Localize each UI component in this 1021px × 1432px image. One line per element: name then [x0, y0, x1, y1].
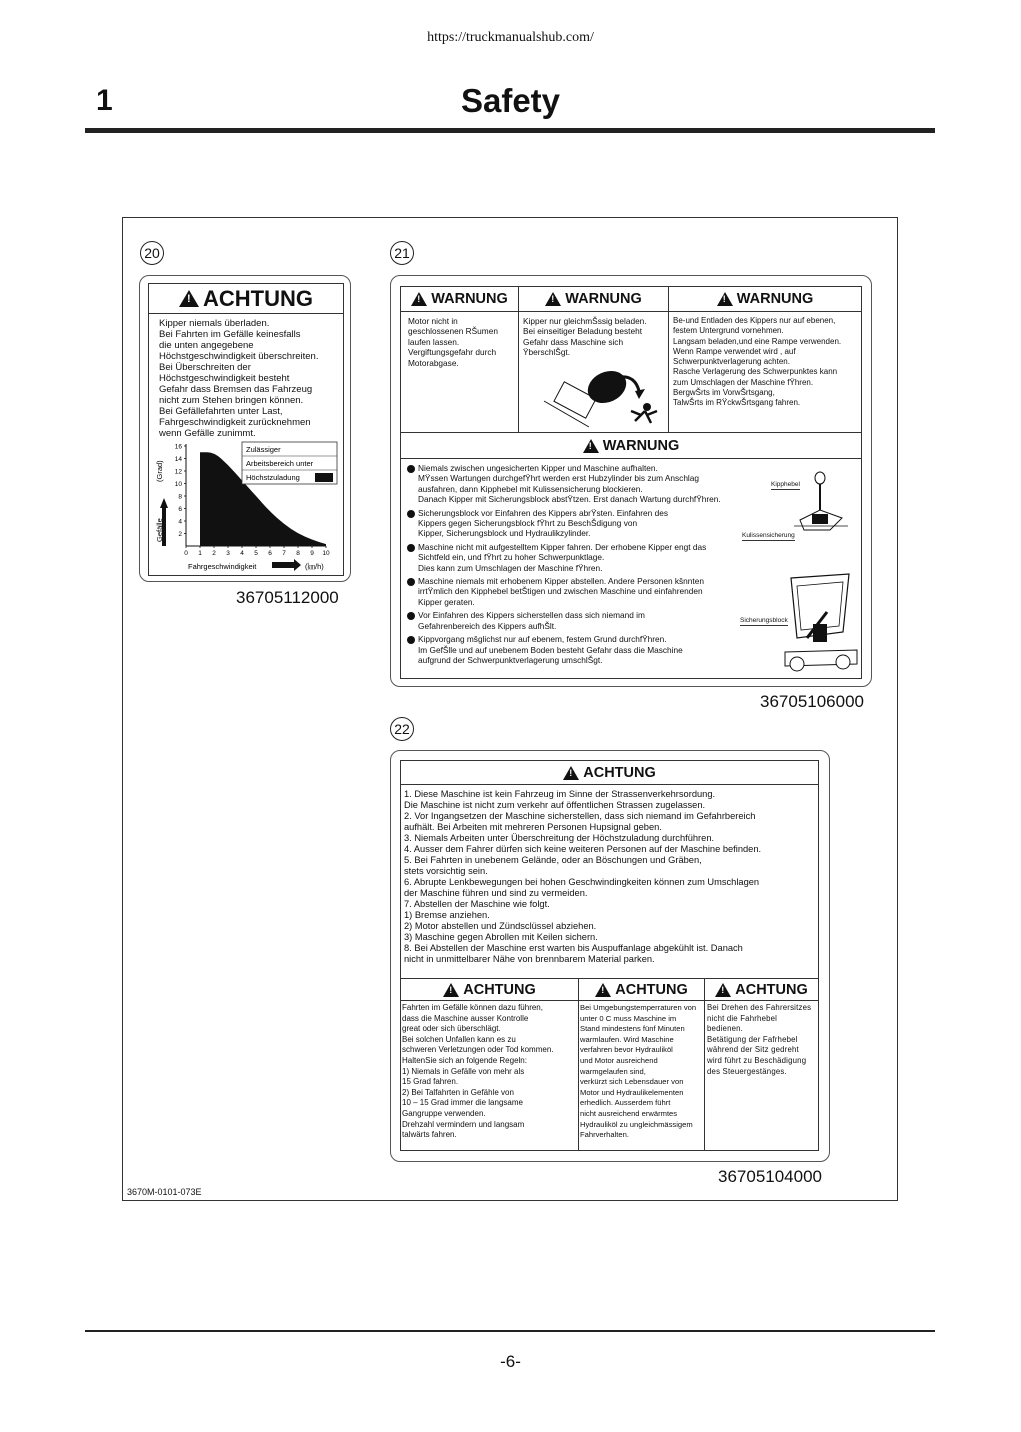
chart-y-tick: 2 — [178, 531, 182, 538]
label-21-col3-header: ! WARNUNG — [669, 287, 861, 312]
chart-legend-swatch — [315, 473, 333, 482]
chart-y-tick: 12 — [174, 468, 182, 476]
chart-x-tick: 6 — [268, 550, 272, 557]
label-21-number: 21 — [390, 241, 414, 265]
chart-y-tick: 6 — [178, 506, 182, 513]
y-axis-arrow-icon — [160, 498, 168, 508]
chart-x-tick: 10 — [322, 550, 330, 557]
chart-x-tick: 3 — [226, 550, 230, 557]
warning-triangle-icon — [443, 983, 459, 997]
warning-triangle-icon — [545, 292, 561, 306]
bullet-item: Maschine niemals mit erhobenem Kipper abstellen. Andere Personen kšnnten irrtŸmlich den Kipphebel betŠtigen und zwischen Maschine und einfahrenden Kipper geraten. — [407, 576, 861, 607]
warning-triangle-icon — [717, 292, 733, 306]
label-21-col2-text: Kipper nur gleichmŠssig beladen. Bei einseitiger Beladung besteht Gefahr dass Maschine sich ŸberschlŠgt. — [523, 316, 647, 358]
callout-kulissensicherung: Kulissensicherung — [742, 532, 795, 539]
chart-legend-line2: Arbeitsbereich unter — [246, 459, 314, 468]
label-22-top-header: ! ACHTUNG — [401, 761, 818, 785]
label-21-col1-header: ! WARNUNG — [401, 287, 518, 312]
tipping-over-pictogram — [519, 361, 669, 431]
chart-x-tick: 5 — [254, 550, 258, 557]
dump-body-pictogram — [783, 572, 859, 672]
warning-triangle-icon — [583, 439, 599, 453]
label-21-col1-text: Motor nicht in geschlossenen RŠumen laufen lassen. Vergiftungsgefahr durch Motorabgase. — [408, 316, 498, 368]
header-rule — [85, 128, 935, 133]
chart-x-tick: 9 — [310, 550, 314, 557]
chart-x-tick: 1 — [198, 550, 202, 557]
label-22-top-text: 1. Diese Maschine ist kein Fahrzeug im Sinne der Strassenverkehrsordung. Die Maschine ist nicht zum verkehr auf öffentlichen Strassen zugelassen. 2. Vor Ingangsetzen der Maschine sicherstellen, dass sich niemand im Gefahrbereich aufhält. Bei Arbeiten mit mehreren Personen Hupsignal geben. 3. Niemals Arbeiten unter Überschreitung der Höchstzuladung durchführen. 4. Ausser dem Fahrer dürfen sich keine weiteren Personen auf der Maschine befinden. 5. Bei Fahrten in unebenem Gelände, oder an Böschungen und Gräben, stets vorsichtig sein. 6. Abrupte Lenkbewegungen bei hohen Geschwindingkeiten können zum Umschlagen der Maschine führen und sind zu vermeiden. 7. Abstellen der Maschine wie folgt. 1) Bremse anziehen. 2) Motor abstellen und Zündsclüssel abziehen. 3) Maschine gegen Abrollen mit Keilen sichern. 8. Bei Abstellen der Maschine erst warten bis Auspuffanlage abgekühlt ist. Danach nicht in unmittelbarer Nähe von brennbarem Material parken. — [401, 785, 818, 979]
chart-legend-line1: Zulässiger — [246, 445, 281, 454]
warning-triangle-icon — [715, 983, 731, 997]
warning-triangle-icon — [563, 766, 579, 780]
label-20-number: 20 — [140, 241, 164, 265]
chart-y-label: Gefälle — [155, 518, 164, 542]
label-22-col3-text: Bei Drehen des Fahrersitzes nicht die Fahrhebel bedienen. Betätigung der Fafrhebel während der Sitz gedreht wird führt zu Beschädigung des Steuergestänges. — [707, 1003, 812, 1076]
label-21-part-number: 36705106000 — [760, 692, 865, 711]
label-20-header-text: ACHTUNG — [203, 285, 313, 311]
label-20-text: Kipper niemals überladen. Bei Fahrten im Gefälle keinesfalls die unten angegebene Höchstgeschwindigkeit überschreiten. Bei Überschreiten der Höchstgeschwindigkeit besteht Gefahr dass Bremsen das Fahrzeug nicht zum Stehen bringen können. Bei Gefällefahrten unter Last, Fahrgeschwindigkeit zurücknehmen wenn Gefälle zunimmt. — [159, 318, 319, 439]
chart-legend-line3: Höchstzuladung — [246, 473, 300, 482]
source-url: https://truckmanualshub.com/ — [427, 30, 594, 45]
reference-code: 3670M-0101-073E — [127, 1187, 202, 1197]
label-21-lower-header: ! WARNUNG — [401, 433, 861, 459]
bullet-item: Kippvorgang mšglichst nur auf ebenem, festem Grund durchfŸhren. Im GefŠlle und auf unebenem Boden besteht Gefahr dass die Maschine aufgrund der Schwerpunktverlagerung umschlŠgt. — [407, 634, 861, 665]
bullet-item: Vor Einfahren des Kippers sicherstellen dass sich niemand im Gefahrenbereich des Kippers aufhŠlt. — [407, 610, 861, 631]
footer-rule — [85, 1330, 935, 1332]
bullet-item: Sicherungsblock vor Einfahren des Kippers abrŸsten. Einfahren des Kippers gegen Sicherungsblock fŸhrt zu BeschŠdigung von Kipper, Sicherungsblock und Hydraulikzylinder. — [407, 508, 861, 539]
label-22-col3-header: ! ACHTUNG — [705, 979, 818, 1001]
chart-x-tick: 0 — [184, 550, 188, 557]
chart-y-tick: 4 — [178, 518, 182, 526]
label-22-inner — [400, 760, 819, 1151]
slope-speed-chart — [150, 438, 342, 574]
label-22-col1-text: Fahrten im Gefälle können dazu führen, dass die Maschine ausser Kontrolle great oder sich überschlägt. Bei solchen Unfallen kann es zu schweren Verletzungen oder Tod kommen. HaltenSie sich an folgende Regeln: 1) Niemals in Gefälle von mehr als 15 Grad fahren. 2) Bei Talfahrten in Gefähle von 10 – 15 Grad immer die langsame Gangruppe verwenden. Drehzahl vermindern und langsam talwärts fahren. — [402, 1003, 554, 1140]
warning-triangle-icon — [179, 290, 199, 307]
chart-y-tick: 8 — [178, 493, 182, 501]
label-22-number: 22 — [390, 717, 414, 741]
chart-x-tick: 2 — [212, 550, 216, 557]
label-22-col1-header: ! ACHTUNG — [401, 979, 578, 1001]
bullet-item: Maschine nicht mit aufgestelltem Kipper fahren. Der erhobene Kipper engt das Sichtfeld ein, und fŸhrt zu hoher Schwerpunktlage. Dies kann zum Umschlagen der Maschine fŸhren. — [407, 542, 861, 573]
label-20-header — [149, 284, 343, 314]
chart-y-tick: 16 — [174, 443, 182, 451]
label-21-col2-header: ! WARNUNG — [519, 287, 668, 312]
page-title: Safety — [460, 82, 561, 119]
callout-kipphebel: Kipphebel — [771, 481, 800, 488]
page-number: -6- — [500, 1352, 521, 1371]
warning-triangle-icon — [411, 292, 427, 306]
label-22-col2-header: ! ACHTUNG — [579, 979, 704, 1001]
chart-x-unit: (㎞/h) — [305, 562, 324, 571]
chart-y-unit: (Grad) — [155, 460, 164, 482]
chapter-number: 1 — [96, 84, 113, 117]
chart-x-tick: 8 — [296, 550, 300, 557]
chart-x-tick: 4 — [240, 550, 244, 557]
kipphebel-pictogram — [790, 470, 850, 540]
warning-triangle-icon — [595, 983, 611, 997]
x-axis-arrow-icon — [272, 559, 301, 571]
chart-y-tick: 14 — [174, 456, 182, 463]
chart-x-tick: 7 — [282, 550, 286, 557]
chart-x-label: Fahrgeschwindigkeit — [188, 562, 257, 571]
label-22-col2-text: Bei Umgebungstemperraturen von unter 0 C muss Maschine im Stand mindestens fünf Minuten warmlaufen. Wird Maschine verfahren bevor Hydrauliköl und Motor ausreichend warmgelaufen sind, verkürzt sich Lebensdauer von Motor und Hydraulikelementen erhedlich. Ausserdem führt nicht ausreichend erwärmtes Hydrauliköl zu ungleichmässigem Fahrverhalten. — [580, 1003, 697, 1140]
chart-y-tick: 10 — [174, 481, 182, 488]
bullet-item: Niemals zwischen ungesicherten Kipper und Maschine aufhalten. MŸssen Wartungen durchgefŸhrt werden erst Hubzylinder bis zum Anschlag ausfahren, dann Kipphebel mit Kulissensicherung blockieren. Danach Kipper mit Sicherungsblock abstŸtzen. Erst danach Wartung durchfŸhren. — [407, 463, 861, 505]
label-20-part-number: 36705112000 — [236, 588, 339, 607]
callout-sicherungsblock: Sicherungsblock — [740, 617, 788, 624]
label-22-part-number: 36705104000 — [718, 1167, 823, 1186]
label-21-col3-text: Be-und Entladen des Kippers nur auf ebenen, festem Untergrund vornehmen. Langsam beladen,und eine Rampe verwenden. Wenn Rampe verwendet wird , auf Schwerpunktverlagerung achten. Rasche Verlagerung des Schwerpunktes kann zum Umschlagen der Maschine fŸhren. BergwŠrts im VorwŠrtsgang, TalwŠrts im RŸckwŠrtsgang fahren. — [673, 316, 842, 408]
